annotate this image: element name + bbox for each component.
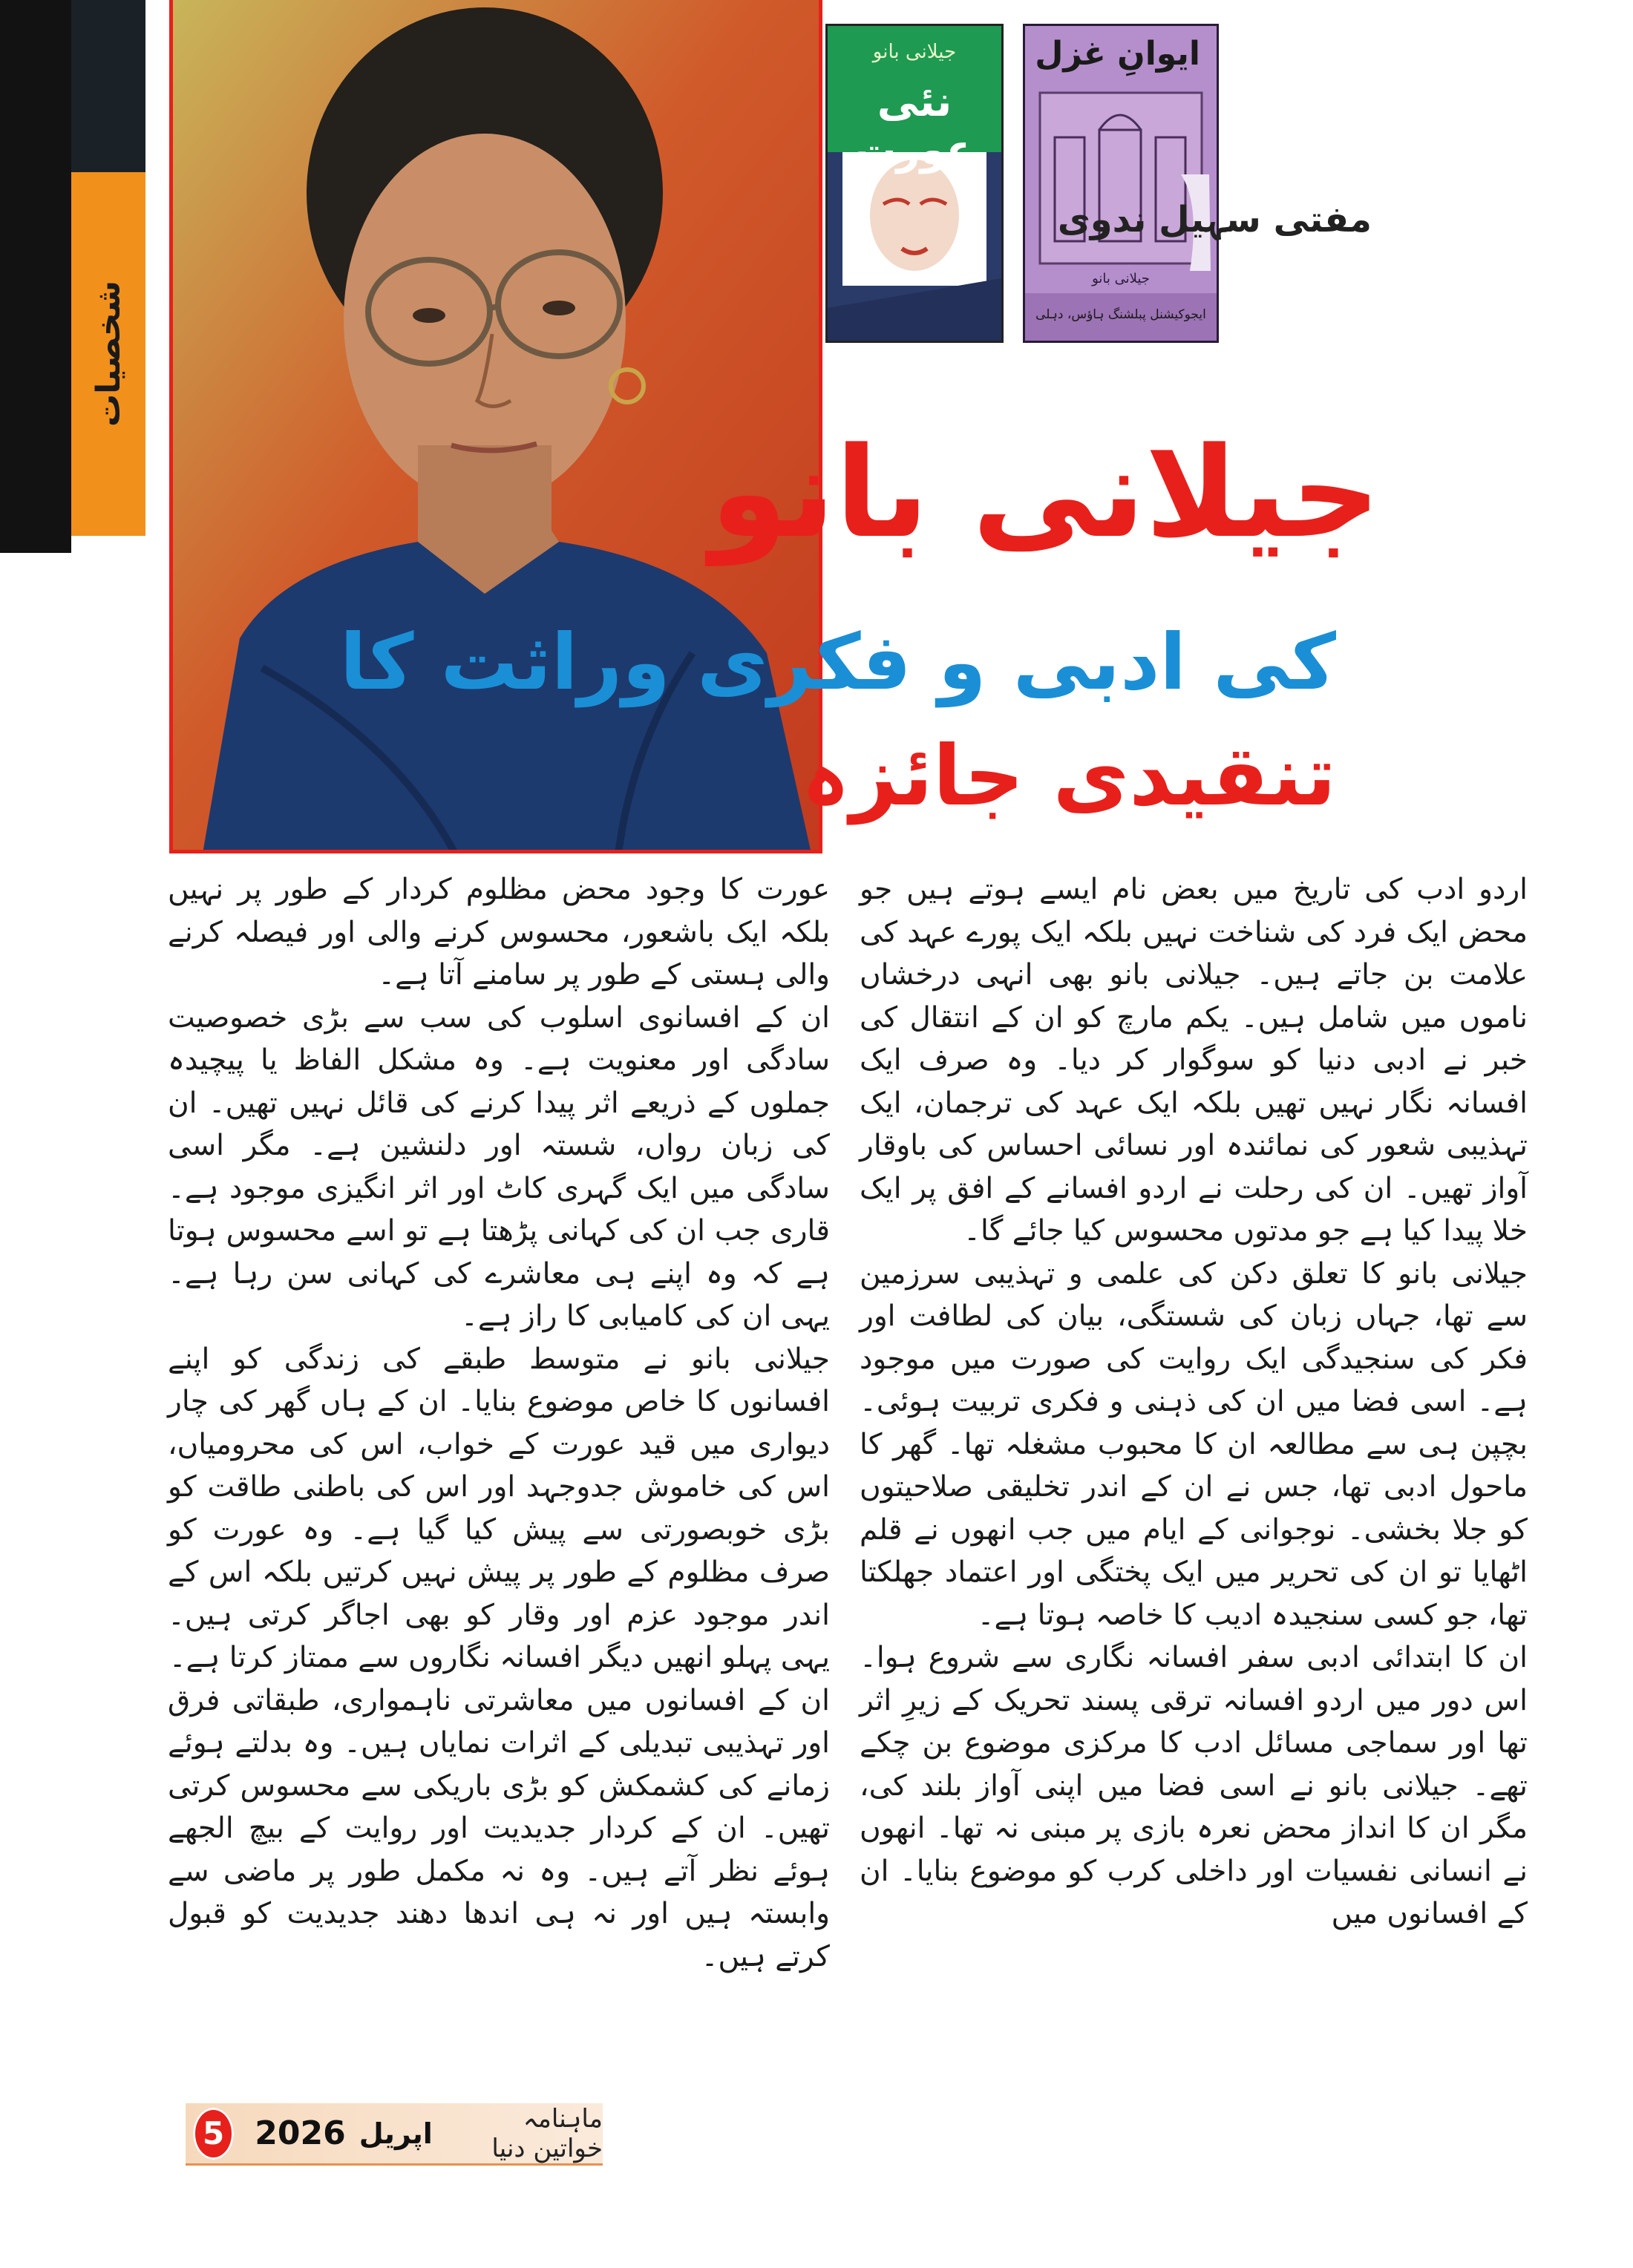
section-tab-header <box>71 0 145 172</box>
book1-author: جیلانی بانو <box>872 41 957 63</box>
section-label: شخصیات <box>89 281 128 427</box>
book2-author: جیلانی بانو <box>1092 271 1150 286</box>
issue-year: 2026 <box>255 2114 346 2152</box>
left-dark-band <box>0 0 71 553</box>
cover-art <box>1025 26 1217 341</box>
paragraph: ان کا ابتدائی ادبی سفر افسانہ نگاری سے شروع ہوا۔ اس دور میں اردو افسانہ ترقی پسند تحریک کے زیرِ اثر تھا اور سماجی مسائل ادب کا مرکزی موضوع بن چکے تھے۔ جیلانی بانو نے اسی فضا میں اپنی آواز بلند کی، مگر ان کا انداز محض نعرہ بازی پر مبنی نہ تھا۔ انھوں نے انسانی نفسیات اور داخلی کرب کو موضوع بنایا۔ ان کے افسانوں میں <box>860 1641 1528 1930</box>
issue-month: اپریل <box>359 2117 433 2150</box>
section-label-box <box>71 172 145 536</box>
magazine-name: ماہنامہ خواتین دنیا <box>491 2104 603 2163</box>
headline-line-2: کی ادبی و فکری وراثت کا <box>339 617 1336 707</box>
headline-line-1: جیلانی بانو <box>710 420 1381 566</box>
cover-art <box>828 26 1001 341</box>
paragraph: جیلانی بانو نے متوسط طبقے کی زندگی کو اپنے افسانوں کا خاص موضوع بنایا۔ ان کے ہاں گھر کی چار دیواری میں قید عورت کے خواب، اس کی محرومیاں، اس کی خاموش جدوجہد اور اس کی باطنی طاقت کو بڑی خوبصورتی سے پیش کیا گیا ہے۔ وہ عورت کو صرف مظلوم کے طور پر پیش نہیں کرتیں بلکہ اس کے اندر موجود عزم اور وقار کو بھی اجاگر کرتی ہیں۔ یہی پہلو انھیں دیگر افسانہ نگاروں سے ممتاز کرتا ہے۔ <box>168 1342 830 1674</box>
article-column-right <box>860 868 1528 1936</box>
article-column-left <box>168 868 830 1978</box>
paragraph: عورت کا وجود محض مظلوم کردار کے طور پر نہیں بلکہ ایک باشعور، محسوس کرنے والی اور فیصلہ کرنے والی ہستی کے طور پر سامنے آتا ہے۔ <box>168 873 830 992</box>
paragraph: ان کے افسانوں میں معاشرتی ناہمواری، طبقاتی فرق اور تہذیبی تبدیلی کے اثرات نمایاں ہیں۔ وہ بدلتے ہوئے زمانے کی کشمکش کو بڑی باریکی سے محسوس کرتی تھیں۔ ان کے کردار جدیدیت اور روایت کے بیچ الجھے ہوئے نظر آتے ہیں۔ وہ نہ مکمل طور پر ماضی سے وابستہ ہیں اور نہ ہی اندھا دھند جدیدیت کو قبول کرتے ہیں۔ <box>168 1683 830 1973</box>
book-cover-nai-aurat <box>825 24 1004 343</box>
book1-title: نئی عورت <box>854 78 975 174</box>
page-number: 5 <box>193 2108 234 2160</box>
headline-line-3: تنقیدی جائزہ <box>801 728 1336 825</box>
book2-title: ایوانِ غزل <box>1035 35 1200 73</box>
paragraph: اردو ادب کی تاریخ میں بعض نام ایسے ہوتے ہیں جو محض ایک فرد کی شناخت نہیں بلکہ ایک پورے عہد کی علامت بن جاتے ہیں۔ جیلانی بانو بھی انہی درخشاں ناموں میں شامل ہیں۔ یکم مارچ کو ان کے انتقال کی خبر نے ادبی دنیا کو سوگوار کر دیا۔ وہ صرف ایک افسانہ نگار نہیں تھیں بلکہ ایک عہد کی ترجمان، ایک تہذیبی شعور کی نمائندہ اور نسائی احساس کی باوقار آواز تھیں۔ ان کی رحلت نے اردو افسانے کے افق پر ایک خلا پیدا کیا ہے جو مدتوں محسوس کیا جائے گا۔ <box>860 873 1528 1248</box>
paragraph: جیلانی بانو کا تعلق دکن کی علمی و تہذیبی سرزمین سے تھا، جہاں زبان کی شستگی، بیان کی لطافت اور فکر کی سنجیدگی ایک روایت کی صورت میں موجود ہے۔ اسی فضا میں ان کی ذہنی و فکری تربیت ہوئی۔ بچپن ہی سے مطالعہ ان کا محبوب مشغلہ تھا۔ گھر کا ماحول ادبی تھا، جس نے ان کے اندر تخلیقی صلاحیتوں کو جلا بخشی۔ نوجوانی کے ایام میں جب انھوں نے قلم اٹھایا تو ان کی تحریر میں ایک پختگی اور اعتماد جھلکتا تھا، جو کسی سنجیدہ ادیب کا خاصہ ہوتا ہے۔ <box>860 1256 1528 1632</box>
paragraph: ان کے افسانوی اسلوب کی سب سے بڑی خصوصیت سادگی اور معنویت ہے۔ وہ مشکل الفاظ یا پیچیدہ جملوں کے ذریعے اثر پیدا کرنے کی قائل نہیں تھیں۔ ان کی زبان رواں، شستہ اور دلنشین ہے۔ مگر اسی سادگی میں ایک گہری کاٹ اور اثر انگیزی موجود ہے۔ قاری جب ان کی کہانی پڑھتا ہے تو اسے محسوس ہوتا ہے کہ وہ اپنے ہی معاشرے کی کہانی سن رہا ہے۔ یہی ان کی کامیابی کا راز ہے۔ <box>168 1000 830 1333</box>
author-byline: مفتی سہیل ندوی <box>1057 199 1372 240</box>
book-cover-aiwan-e-ghazal <box>1023 24 1219 343</box>
page-footer <box>186 2103 603 2166</box>
book2-publisher: ایجوکیشنل پبلشنگ ہاؤس، دہلی <box>1035 307 1206 322</box>
